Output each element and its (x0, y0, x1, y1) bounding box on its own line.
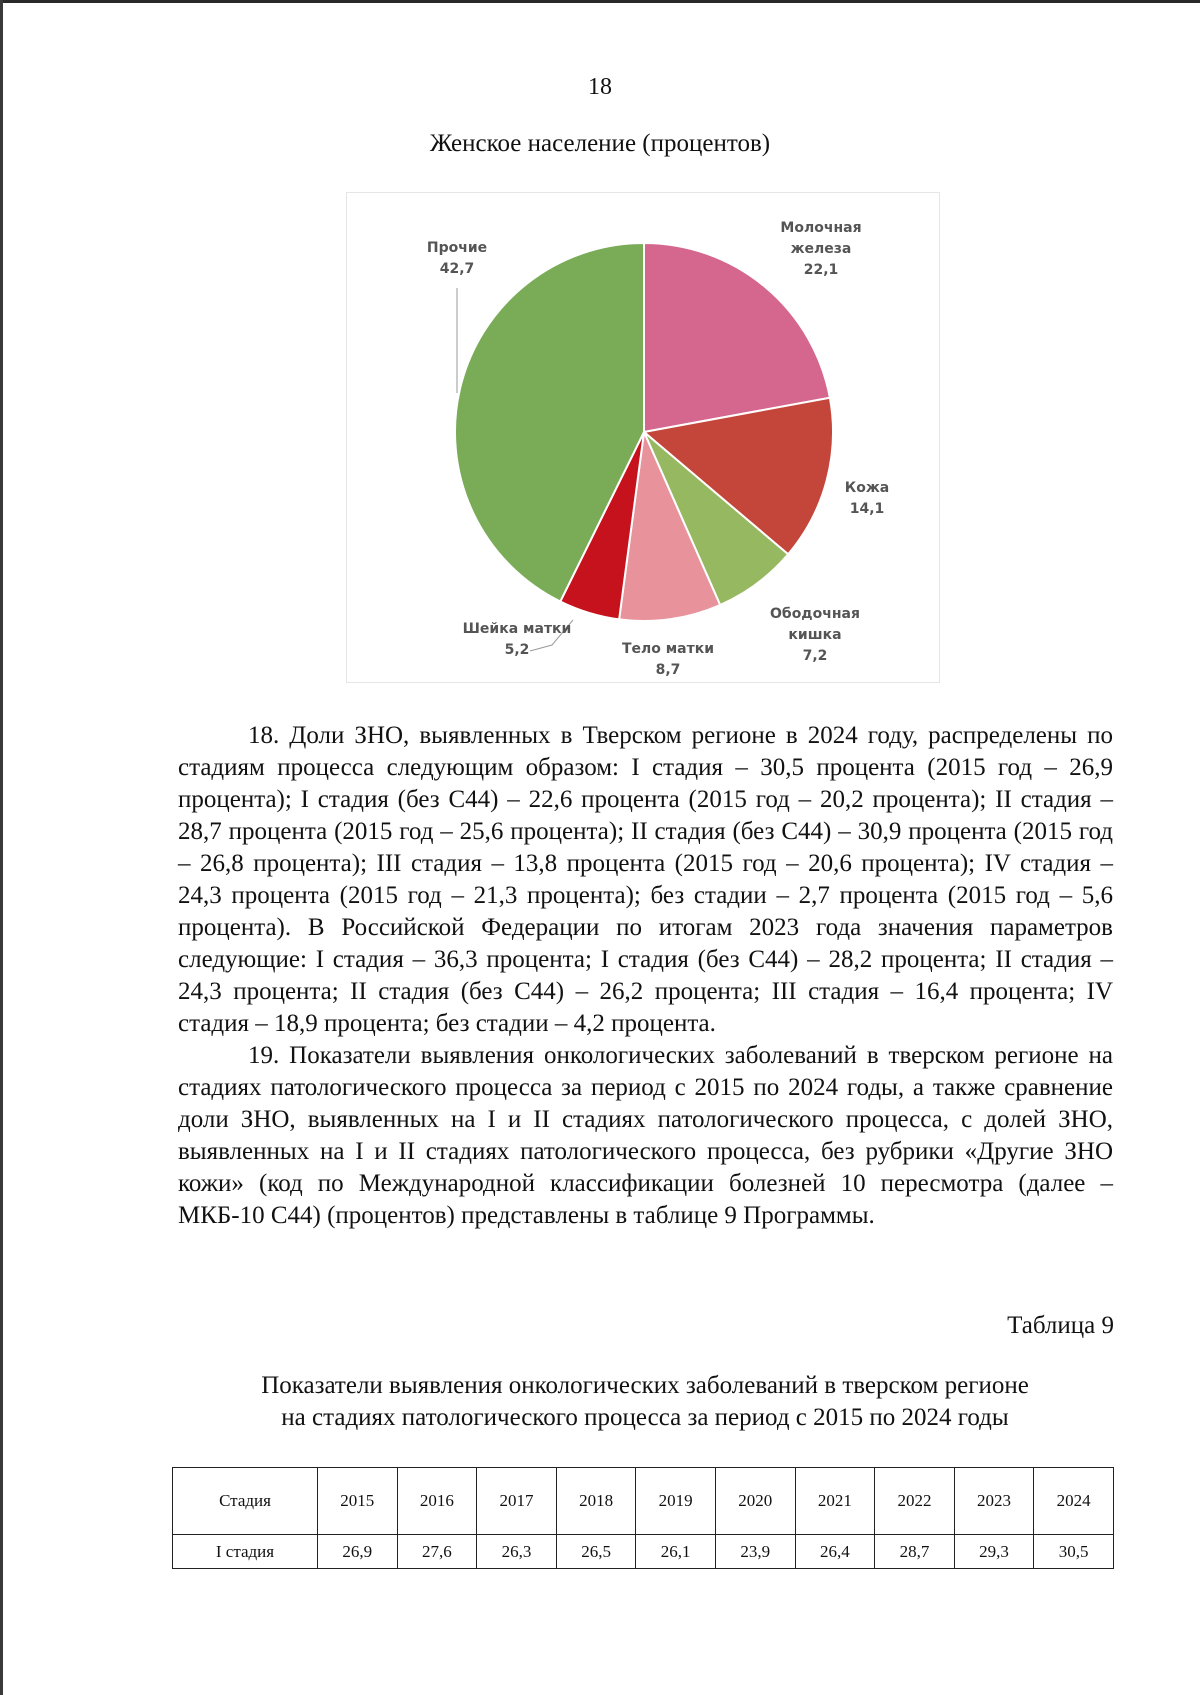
stage-table (172, 1467, 1114, 1569)
table-cell: 26,3 (477, 1535, 557, 1569)
header-cell: 2020 (715, 1468, 795, 1535)
header-cell: 2017 (477, 1468, 557, 1535)
scan-edge-left (0, 0, 3, 1695)
table-cell: 26,5 (556, 1535, 636, 1569)
slice-label (622, 641, 714, 678)
slice-value-text: 7,2 (802, 648, 828, 664)
table-title (170, 1370, 1120, 1434)
header-cell: 2016 (397, 1468, 477, 1535)
slice-name-text: Прочие (426, 240, 488, 256)
table-cell: 26,4 (795, 1535, 875, 1569)
table-header-row (173, 1468, 1114, 1535)
header-cell: 2022 (875, 1468, 955, 1535)
header-cell: 2021 (795, 1468, 875, 1535)
header-cell: 2018 (556, 1468, 636, 1535)
table-cell: 28,7 (875, 1535, 955, 1569)
header-cell: Стадия (173, 1468, 318, 1535)
table-cell: 30,5 (1034, 1535, 1114, 1569)
table-cell: I стадия (173, 1535, 318, 1569)
slice-label (770, 606, 860, 664)
table-title-line-2: на стадиях патологического процесса за период с 2015 по 2024 годы (281, 1404, 1009, 1431)
pie-chart (346, 192, 940, 683)
table-cell: 23,9 (715, 1535, 795, 1569)
slice-name-text: Ободочная (770, 606, 860, 622)
chart-title: Женское население (процентов) (429, 130, 771, 157)
page-number: 18 (588, 74, 612, 100)
slice-label (780, 220, 861, 278)
table-cell: 26,9 (318, 1535, 398, 1569)
slice-name-text: железа (790, 241, 852, 257)
table-cell: 26,1 (636, 1535, 716, 1569)
table-title-line-1: Показатели выявления онкологических заболеваний в тверском регионе (261, 1372, 1029, 1399)
slice-name-text: кишка (788, 627, 842, 643)
table-row (173, 1535, 1114, 1569)
pie-chart-svg (347, 193, 939, 682)
slice-name-text: Молочная (780, 220, 862, 236)
slice-value-text: 14,1 (849, 501, 885, 517)
header-cell: 2024 (1034, 1468, 1114, 1535)
slice-value-text: 22,1 (803, 262, 839, 278)
slice-name-text: Шейка матки (462, 621, 572, 637)
slice-value-text: 8,7 (655, 662, 681, 678)
table-cell: 27,6 (397, 1535, 477, 1569)
slice-name-text: Тело матки (621, 641, 715, 657)
table-label: Таблица 9 (1007, 1312, 1114, 1339)
header-cell: 2015 (318, 1468, 398, 1535)
slice-label (463, 621, 572, 658)
header-cell: 2023 (954, 1468, 1034, 1535)
body-text (178, 720, 1113, 1232)
paragraph-19: 19. Показатели выявления онкологических заболеваний в тверском регионе на стадиях патологического процесса за период с 2015 по 2024 годы, а также сравнение доли ЗНО, выявленных на I и II стадиях патологического процесса, с долей ЗНО, выявленных на I и II стадиях патологического процесса, без рубрики «Другие ЗНО кожи» (код по Международной классификации болезней 10 пересмотра (далее – МКБ-10 С44) (процентов) представлены в таблице 9 Программы. (178, 1042, 1113, 1229)
slice-label (845, 480, 889, 517)
scan-edge-top (0, 0, 1200, 3)
table-cell: 29,3 (954, 1535, 1034, 1569)
slice-name-text: Кожа (844, 480, 890, 496)
header-cell: 2019 (636, 1468, 716, 1535)
slice-value-text: 5,2 (504, 642, 530, 658)
paragraph-18: 18. Доли ЗНО, выявленных в Тверском регионе в 2024 году, распределены по стадиям процесса следующим образом: I стадия – 30,5 процента (2015 год – 26,9 процента); I стадия (без С44) – 22,6 процента (2015 год – 20,2 процента); II стадия – 28,7 процента (2015 год – 25,6 процента); II стадия (без С44) – 30,9 процента (2015 год – 26,8 процента); III стадия – 13,8 процента (2015 год – 20,6 процента); IV стадия – 24,3 процента (2015 год – 21,3 процента); без стадии – 2,7 процента (2015 год – 5,6 процента). В Российской Федерации по итогам 2023 года значения параметров следующие: I стадия – 36,3 процента; I стадия (без С44) – 28,2 процента; II стадия – 24,3 процента; II стадия (без С44) – 26,2 процента; III стадия – 16,4 процента; IV стадия – 18,9 процента; без стадии – 4,2 процента. (178, 722, 1113, 1037)
slice-value-text: 42,7 (439, 261, 475, 277)
slice-label (427, 240, 487, 277)
